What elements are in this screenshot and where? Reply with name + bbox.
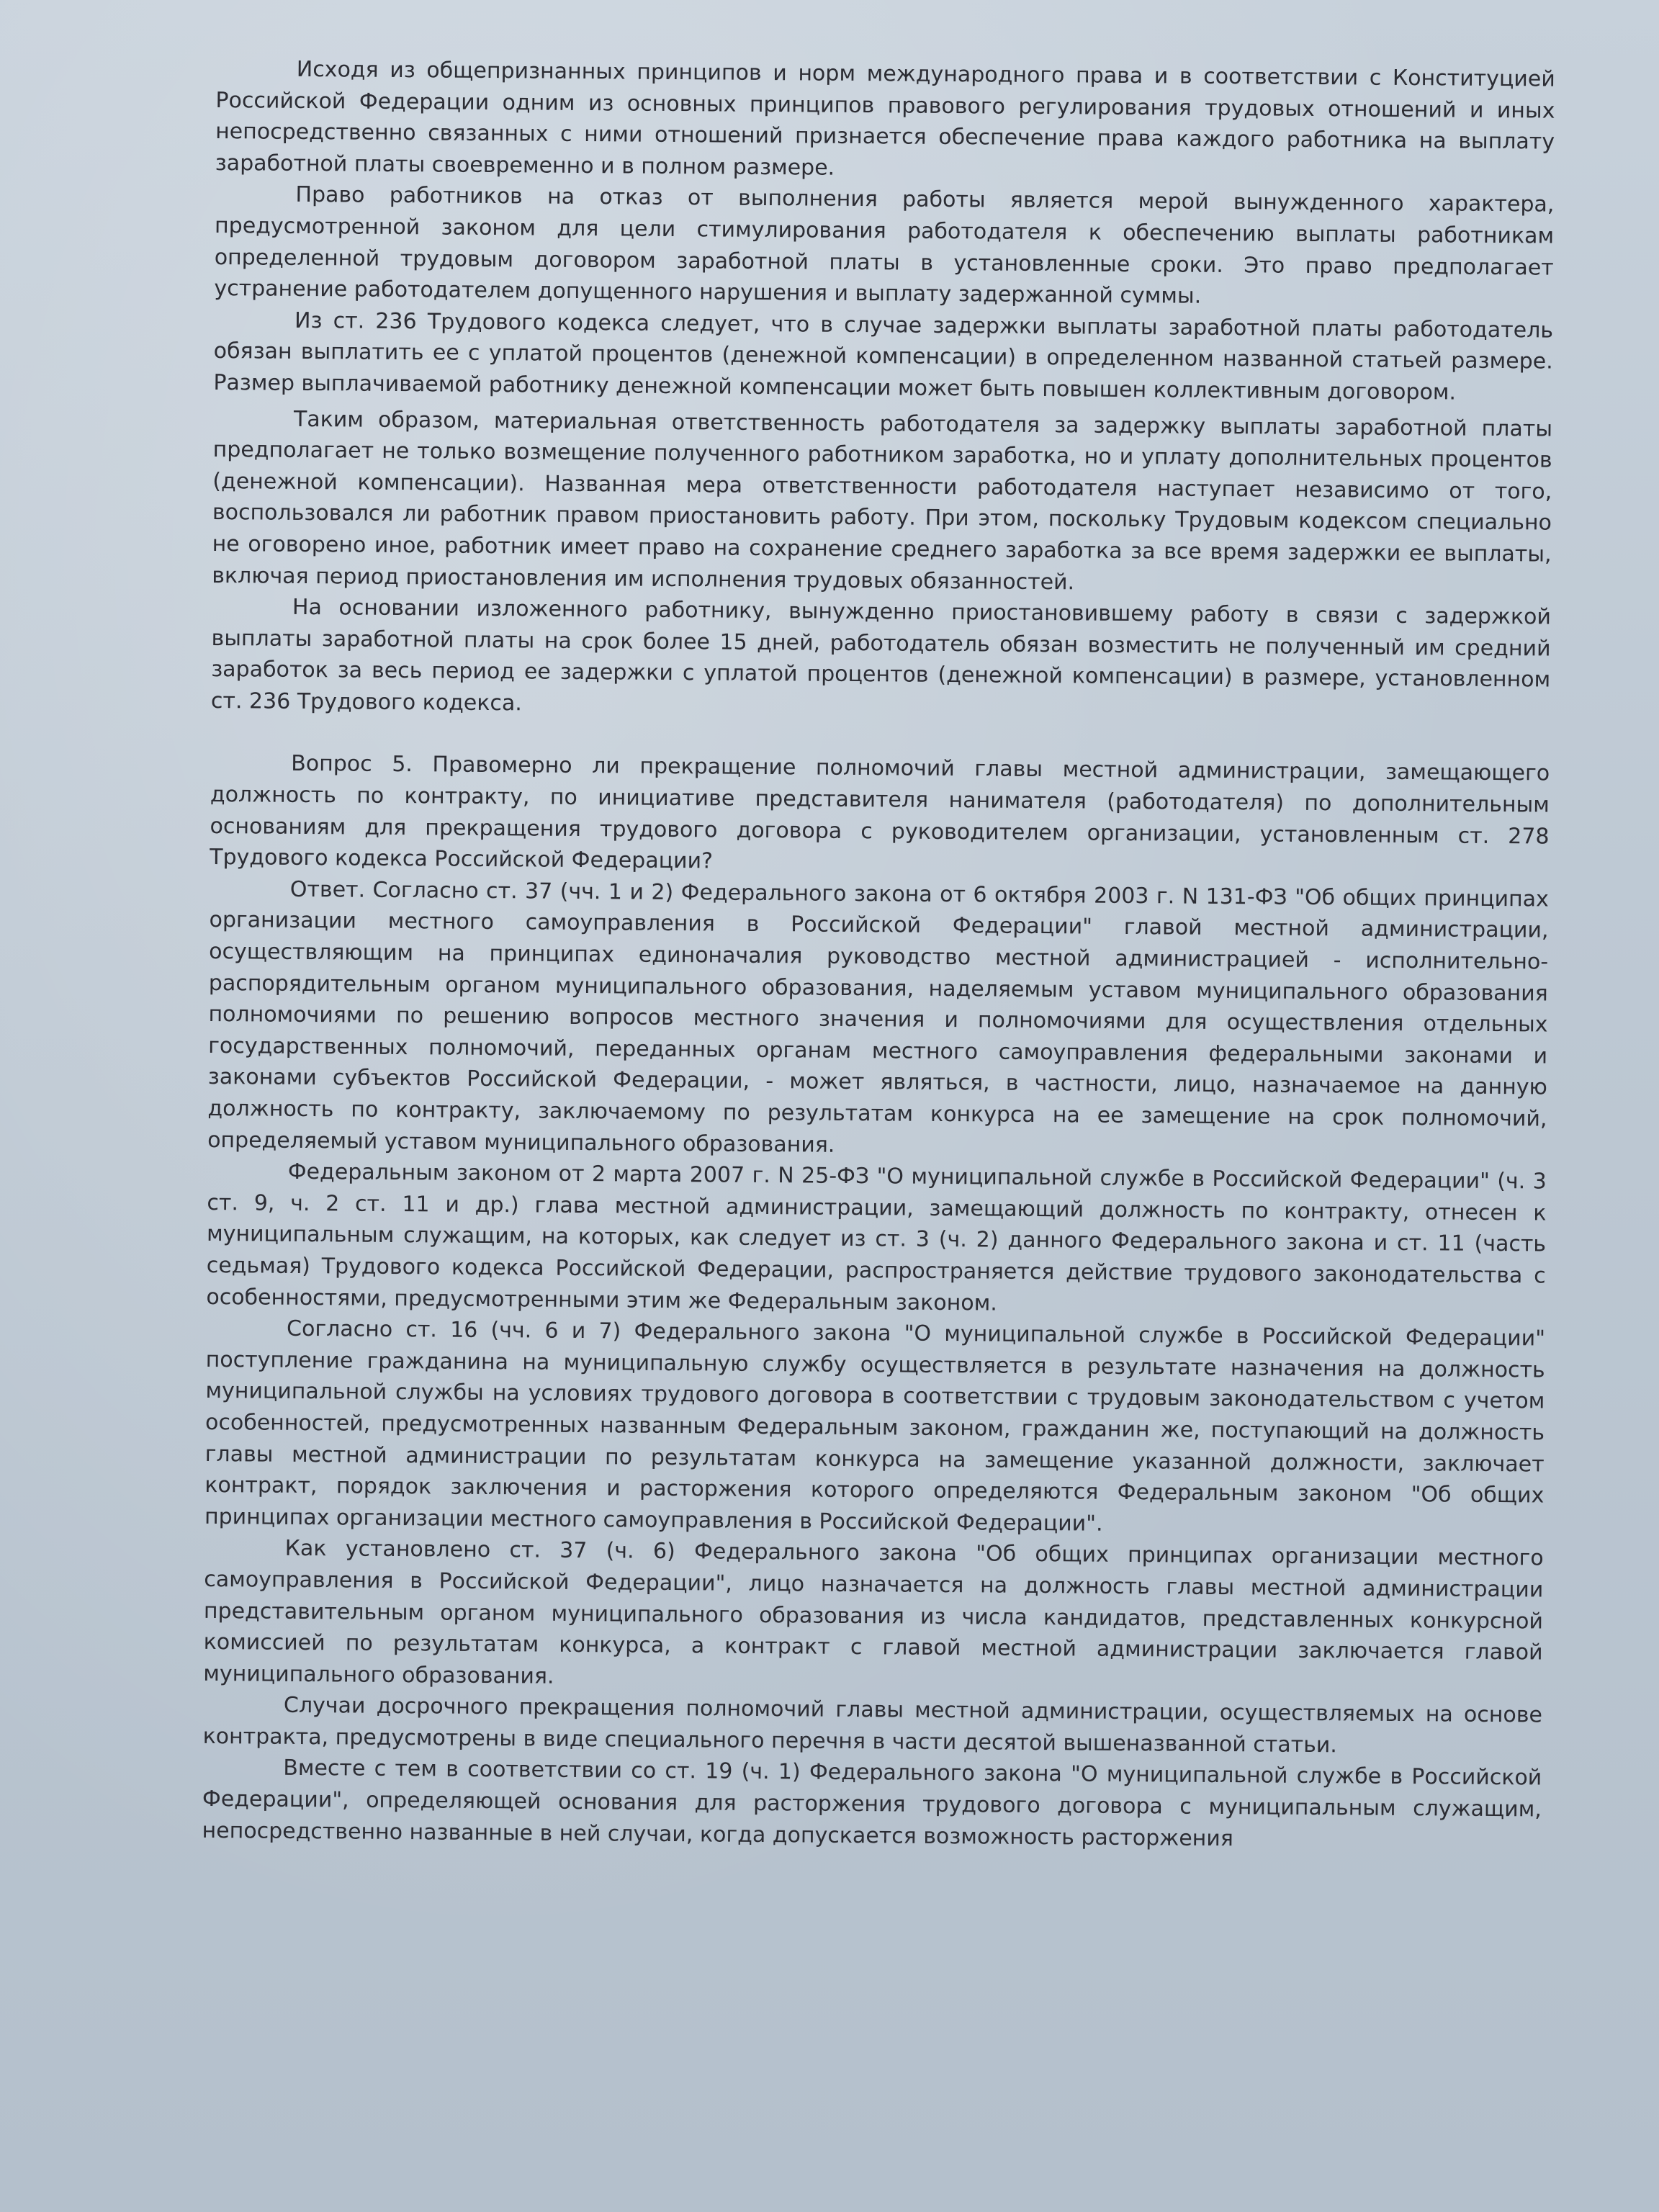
- answer-paragraph-2: Федеральным законом от 2 марта 2007 г. N 25-ФЗ "О муниципальной службе в Российской Федерации" (ч. 3 ст. 9, ч. 2 ст. 11 и др.) глава местной администрации, замещающий должность по контракту, отнесен к муниципальным служащим, на которых, как следует из ст. 3 (ч. 2) данного Федерального закона и ст. 11 (часть седьмая) Трудового кодекса Российской Федерации, распространяется действие трудового законодательства с особенностями, предусмотренными этим же Федеральным законом.: [206, 1159, 1547, 1316]
- answer-paragraph-5: Случаи досрочного прекращения полномочий главы местной администрации, осуществляемых на основе контракта, предусмотрены в виде специального перечня в части десятой вышеназванной статьи.: [202, 1693, 1543, 1758]
- answer-paragraph-1: Ответ. Согласно ст. 37 (чч. 1 и 2) Федерального закона от 6 октября 2003 г. N 131-ФЗ "Об общих принципах организации местного самоуправления в Российской Федерации" главой местной администрации, осуществляющим на принципах единоначалия руководство местной администрацией - исполнительно-распорядительным органом муниципального образования, наделяемым уставом муниципального образования полномочиями по решению вопросов местного значения и полномочиями для осуществления отдельных государственных полномочий, переданных органам местного самоуправления федеральными законами и законами субъектов Российской Федерации, - может являться, в частности, лицо, назначаемое на данную должность по контракту, заключаемому по результатам конкурса на ее замещение на срок полномочий, определяемый уставом муниципального образования.: [207, 876, 1549, 1158]
- paragraph-1: Исходя из общепризнанных принципов и норм международного права и в соответствии с Конституцией Российской Федерации одним из основных принципов правового регулирования трудовых отношений и иных непосредственно связанных с ними отношений признается обеспечение права каждого работника на выплату заработной платы своевременно и в полном размере.: [215, 56, 1555, 181]
- answer-paragraph-3: Согласно ст. 16 (чч. 6 и 7) Федерального закона "О муниципальной службе в Российской Федерации" поступление гражданина на муниципальную службу осуществляется в результате назначения на должность муниципальной службы на условиях трудового договора в соответствии с трудовым законодательством с учетом особенностей, предусмотренных названным Федеральным законом, гражданин же, поступающий на должность главы местной администрации по результатам конкурса на замещение указанной должности, заключает контракт, порядок заключения и расторжения которого определяются Федеральным законом "Об общих принципах организации местного самоуправления в Российской Федерации".: [204, 1316, 1546, 1537]
- answer-paragraph-4: Как установлено ст. 37 (ч. 6) Федерального закона "Об общих принципах организации местного самоуправления в Российской Федерации", лицо назначается на должность главы местной администрации представительным органом муниципального образования из числа кандидатов, представленных конкурсной комиссией по результатам конкурса, а контракт с главой местной администрации заключается главой муниципального образования.: [203, 1536, 1544, 1689]
- paragraph-5: На основании изложенного работнику, вынужденно приостановившему работу в связи с задержкой выплаты заработной платы на срок более 15 дней, работодатель обязан возместить не полученный им средний заработок за весь период ее задержки с уплатой процентов (денежной компенсации) в размере, установленном ст. 236 Трудового кодекса.: [210, 594, 1552, 716]
- paragraph-2: Право работников на отказ от выполнения работы является мерой вынужденного характера, предусмотренной законом для цели стимулирования работодателя к обеспечению выплаты работникам определенной трудовым договором заработной платы в установленные сроки. Это право предполагает устранение работодателем допущенного нарушения и выплату задержанной суммы.: [214, 182, 1555, 309]
- answer-paragraph-6: Вместе с тем в соответствии со ст. 19 (ч. 1) Федерального закона "О муниципальной службе в Российской Федерации", определяющей основания для расторжения трудового договора с муниципальным служащим, непосредственно названные в ней случаи, когда допускается возможность расторжения: [202, 1755, 1542, 1851]
- question-5-heading: Вопрос 5. Правомерно ли прекращение полномочий главы местной администрации, замещающего должность по контракту, по инициативе представителя нанимателя (работодателя) по дополнительным основаниям для прекращения трудового договора с руководителем организации, установленным ст. 278 Трудового кодекса Российской Федерации?: [210, 751, 1550, 874]
- document-page: [202, 53, 1555, 1857]
- paragraph-4: Таким образом, материальная ответственность работодателя за задержку выплаты заработной платы предполагает не только возмещение полученного работником заработка, но и уплату дополнительных процентов (денежной компенсации). Названная мера ответственности работодателя наступает независимо от того, воспользовался ли работник правом приостановить работу. При этом, поскольку Трудовым кодексом специально не оговорено иное, работник имеет право на сохранение среднего заработка за все время задержки ее выплаты, включая период приостановления им исполнения трудовых обязанностей.: [212, 406, 1553, 595]
- paragraph-3: Из ст. 236 Трудового кодекса следует, что в случае задержки выплаты заработной платы работодатель обязан выплатить ее с уплатой процентов (денежной компенсации) в определенном названной статьей размере. Размер выплачиваемой работнику денежной компенсации может быть повышен коллективным договором.: [213, 307, 1554, 405]
